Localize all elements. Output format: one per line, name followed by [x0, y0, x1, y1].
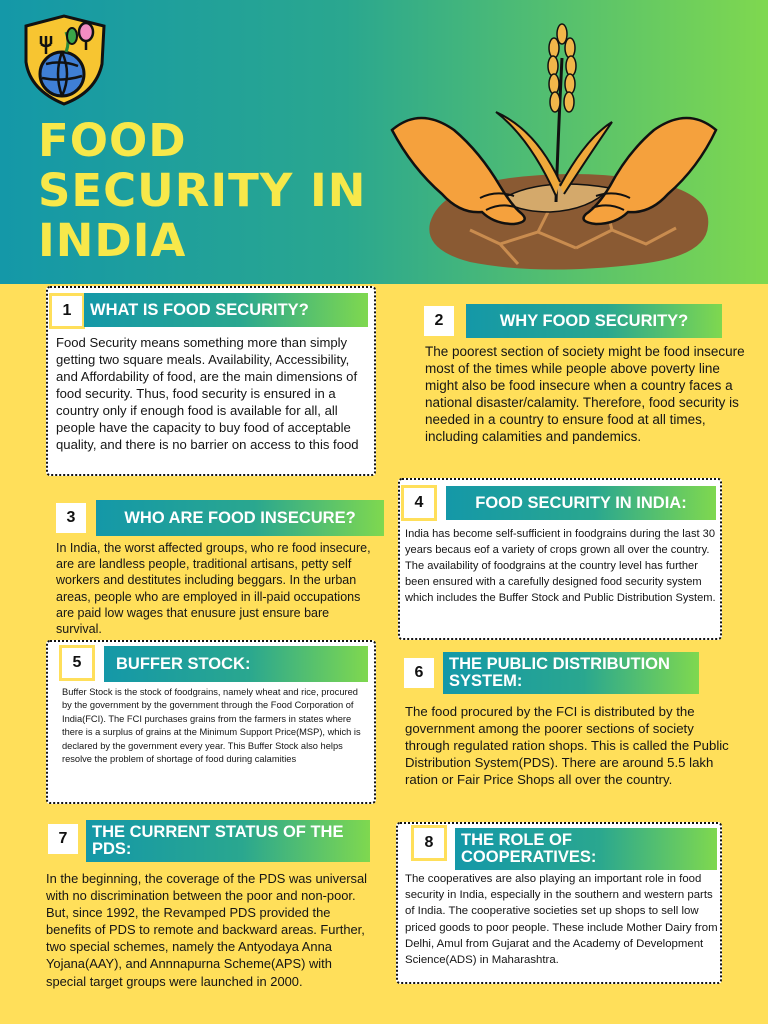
section-3-heading: WHO ARE FOOD INSECURE?	[96, 500, 384, 536]
hands-holding-wheat-illustration	[390, 18, 720, 276]
section-4-number: 4	[404, 488, 434, 518]
section-1-number: 1	[52, 296, 82, 326]
section-3-body: In India, the worst affected groups, who re food insecure, are are landless people, traditional artisans, petty self workers and destitutes including beggars. In the urban areas, people who are employed in ill-paid occupations are paid low wages that enusure just ensure bare survival.	[56, 541, 371, 637]
title-line-1: FOOD	[38, 114, 187, 167]
section-8-heading: THE ROLE OF COOPERATIVES:	[455, 828, 717, 870]
section-5-body: Buffer Stock is the stock of foodgrains, namely wheat and rice, procured by the government by the government through the Food Corporation of India(FCI). The FCI purchases grains from the farmers in states where there is a surplus of grains at the Minimum Support Price(MSP), which is declared by the government every year. This Buffer Stock also helps resolve the problem of shortage of food during calamities	[62, 687, 361, 765]
section-6-body: The food procured by the FCI is distributed by the government among the poorer sections of society through regulated ration shops. This is called the Public Distribution System(PDS). There are around 5.5 lakh ration or Fair Price Shops all over the country.	[405, 704, 729, 788]
section-6-heading: THE PUBLIC DISTRIBUTION SYSTEM:	[443, 652, 699, 694]
section-7-number: 7	[48, 824, 78, 854]
section-4-body: India has become self-sufficient in foodgrains during the last 30 years becaus eof a variety of crops grown all over the country. The availability of foodgrains at the country level has further been ensured with a carefully designed food security system which includes the Buffer Stock and Public Distribution System.	[405, 528, 716, 604]
title-line-2: SECURITY IN	[38, 164, 367, 217]
section-2-heading: WHY FOOD SECURITY?	[466, 304, 722, 338]
section-1-body: Food Security means something more than simply getting two square meals. Availability, Accessibility, and Affordability of food, are the main dimensions of food security. Thus, food security is ensured in a country only if enough food is available for all, all people have the capacity to buy food of acceptable quality, and there is no barrier on access to this food	[56, 335, 359, 452]
food-globe-shield-icon	[16, 12, 112, 108]
section-1-heading: WHAT IS FOOD SECURITY?	[84, 293, 368, 327]
section-2-number: 2	[424, 306, 454, 336]
section-8-number: 8	[414, 828, 444, 858]
section-7-body: In the beginning, the coverage of the PDS was universal with no discrimination between the poor and non-poor. But, since 1992, the Revamped PDS provided the benefits of PDS to remote and backward areas. Further, two special schemes, namely the Antyodaya Anna Yojana(AAY), and Annnapurna Scheme(APS) with special target groups were launched in 2000.	[46, 871, 368, 989]
section-8-body: The cooperatives are also playing an important role in food security in India, especially in the southern and western parts of India. The cooperative societies set up shops to sell low priced goods to poor people. These include Mother Dairy from Delhi, Amul from Gujarat and the Academy of Development Science(ADS) in Maharashtra.	[405, 873, 718, 967]
section-7-heading: THE CURRENT STATUS OF THE PDS:	[86, 820, 370, 862]
section-3-number: 3	[56, 503, 86, 533]
section-4-heading: FOOD SECURITY IN INDIA:	[446, 486, 716, 520]
section-6-number: 6	[404, 658, 434, 688]
section-2-body: The poorest section of society might be food insecure most of the times while people above poverty line might also be food insecure when a country faces a national disaster/calamity. Therefore, food security is needed in a country to ensure food at all times, including calamities and pandemics.	[425, 344, 745, 445]
page-title	[38, 116, 366, 266]
section-5-number: 5	[62, 648, 92, 678]
section-5-heading: BUFFER STOCK:	[104, 646, 368, 682]
title-line-3: INDIA	[38, 214, 187, 267]
